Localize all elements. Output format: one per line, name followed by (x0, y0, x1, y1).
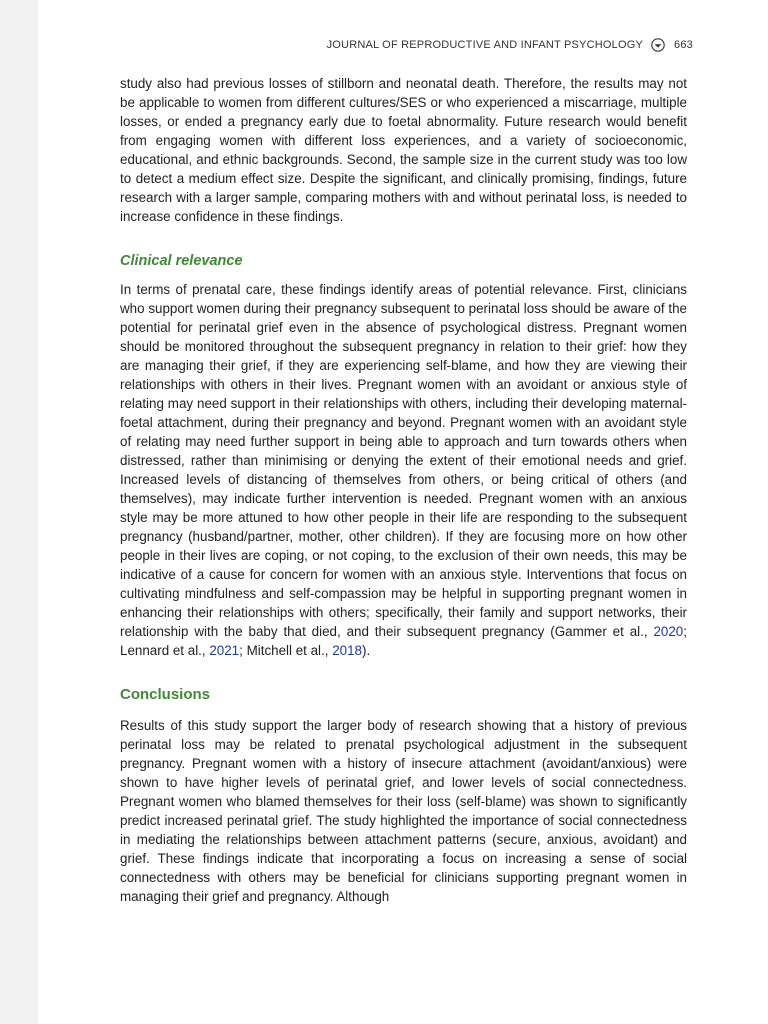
clinical-relevance-heading: Clinical relevance (120, 253, 243, 269)
article-body (120, 74, 687, 906)
conclusions-paragraph: Results of this study support the larger body of research showing that a history of previous perinatal loss may be related to prenatal psychological adjustment in the subsequent pregnancy. Pregnant women with a history of insecure attachment (avoidant/anxious) were shown to have higher levels of perinatal grief, and lower levels of social connectedness. Pregnant women who blamed themselves for their loss (self-blame) was shown to significantly predict increased perinatal grief. The study highlighted the importance of social connectedness in mediating the relationships between attachment patterns (secure, anxious, avoidant) and grief. These findings indicate that incorporating a focus on increasing a sense of social connectedness with others may be beneficial for clinicians supporting pregnant women in managing their grief and pregnancy. Although (120, 718, 687, 904)
paper-page (38, 0, 768, 1024)
citation-author: Mitchell et al., (246, 643, 333, 658)
clinical-relevance-paragraph (120, 280, 687, 660)
citation-separator: ; (239, 643, 247, 658)
citation-separator: ; (683, 624, 687, 639)
page-number: 663 (674, 39, 693, 51)
journal-logo-icon (651, 38, 665, 52)
citation-author: Gammer et al., (554, 624, 654, 639)
conclusions-heading: Conclusions (120, 686, 211, 703)
limitations-paragraph: study also had previous losses of stillborn and neonatal death. Therefore, the results may not be applicable to women from different cultures/SES or who experienced a miscarriage, multiple losses, or ended a pregnancy early due to foetal abnormality. Future research would benefit from engaging women with different loss experiences, and a variety of socioeconomic, educational, and ethnic backgrounds. Second, the sample size in the current study was too low to detect a medium effect size. Despite the significant, and clinically promising, findings, future research with a larger sample, comparing mothers with and without perinatal loss, is needed to increase confidence in these findings. (120, 76, 687, 224)
citation-separator: ). (361, 643, 371, 658)
citation-link[interactable]: 2018 (332, 643, 362, 658)
citation-link[interactable]: 2021 (209, 643, 240, 658)
citation-link[interactable]: 2020 (653, 624, 684, 639)
clinical-relevance-text: In terms of prenatal care, these findings identify areas of potential relevance. First, clinicians who support women during their pregnancy subsequent to perinatal loss should be aware of the potential for perinatal grief even in the absence of psychological distress. Pregnant women should be monitored throughout the subsequent pregnancy in relation to their grief: how they are managing their grief, if they are experiencing self-blame, and how they are viewing their relationships with others in their lives. Pregnant women with an avoidant or anxious style of relating may need support in their relationships with others, including their developing maternal-foetal attachment, during their pregnancy and beyond. Pregnant women with an avoidant style of relating may need further support in being able to approach and turn towards others when distressed, rather than minimising or denying the extent of their emotional needs and grief. Increased levels of distancing of themselves from others, or being critical of others (and themselves), may indicate further intervention is needed. Pregnant women with an anxious style may be more attuned to how other people in their life are responding to the subsequent pregnancy (husband/partner, mother, other children). If they are focusing more on how other people in their lives are coping, or not coping, to the exclusion of their own needs, this may be indicative of a cause for concern for women with an anxious style. Interventions that focus on cultivating mindfulness and self-compassion may be helpful in supporting pregnant women in enhancing their relationships with others; specifically, their family and support networks, their relationship with the baby that died, and their subsequent pregnancy ( (120, 282, 687, 639)
citation-author: Lennard et al., (120, 643, 210, 658)
journal-title: JOURNAL OF REPRODUCTIVE AND INFANT PSYCHOLOGY (326, 39, 644, 51)
running-head (38, 38, 693, 52)
